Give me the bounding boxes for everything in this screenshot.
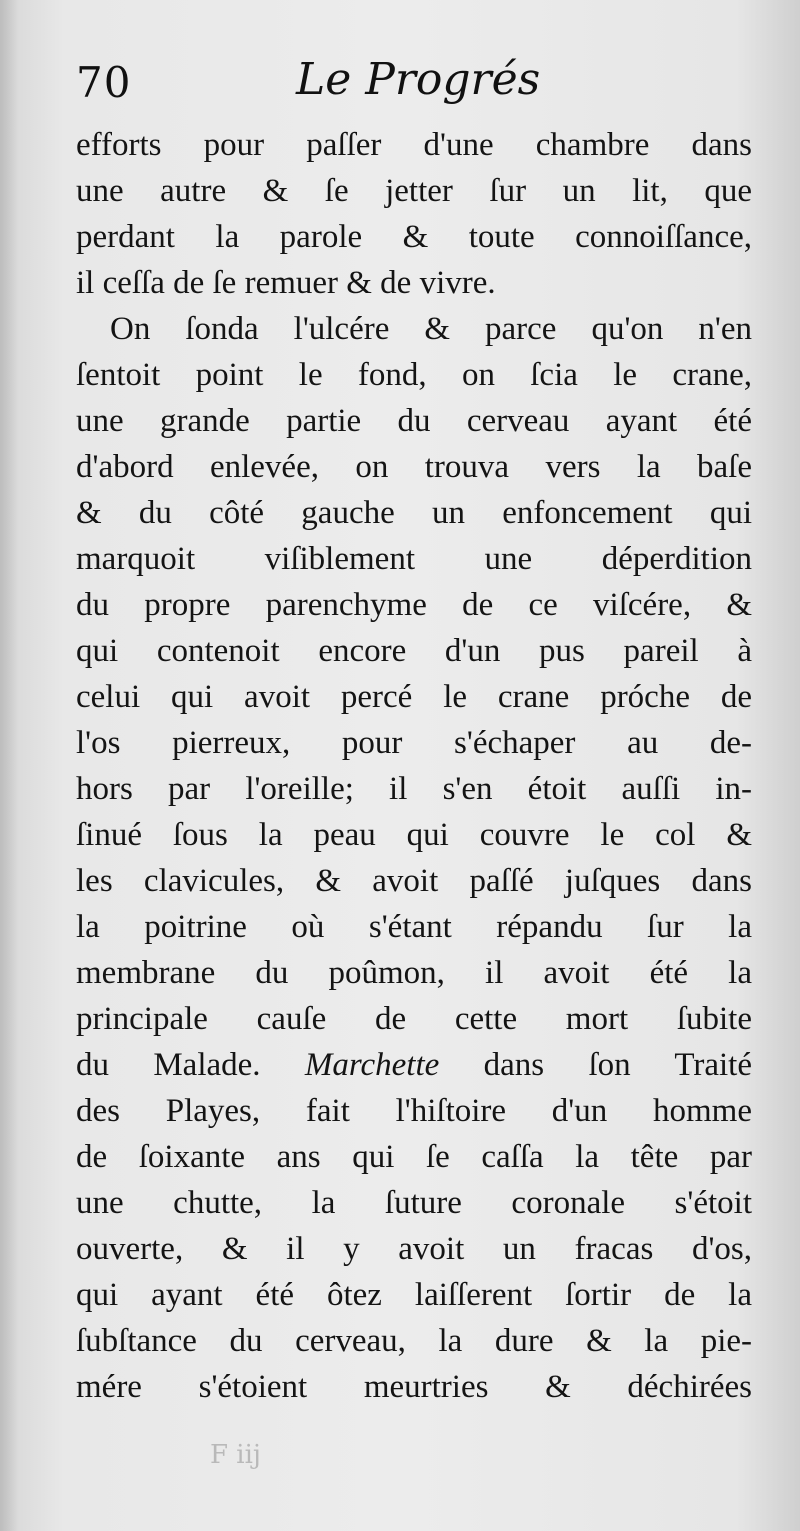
text-line: une grande partie du cerveau ayant été <box>76 403 752 439</box>
text-line: hors par l'oreille; il s'en étoit auſſi in- <box>76 771 752 807</box>
text-line: perdant la parole & toute connoiſſance, <box>76 219 752 255</box>
text-line: celui qui avoit percé le crane próche de <box>76 679 752 715</box>
signature-mark: F iij <box>210 1440 261 1470</box>
text-line: des Playes, fait l'hiſtoire d'un homme <box>76 1093 752 1129</box>
running-head: Le Progrés <box>296 54 541 105</box>
text-line: une chutte, la ſuture coronale s'étoit <box>76 1185 752 1221</box>
italic-author-name: Marchette <box>304 1047 440 1083</box>
text-line-with-name <box>76 1042 752 1088</box>
text-line: de ſoixante ans qui ſe caſſa la tête par <box>76 1139 752 1175</box>
text-line: qui contenoit encore d'un pus pareil à <box>76 633 752 669</box>
text-line: les clavicules, & avoit paſſé juſques dans <box>76 863 752 899</box>
text-segment: du Malade. <box>76 1047 261 1083</box>
text-line: il ceſſa de ſe remuer & de vivre. <box>76 265 496 301</box>
text-line: ſubſtance du cerveau, la dure & la pie- <box>76 1323 752 1359</box>
text-line: efforts pour paſſer d'une chambre dans <box>76 127 752 163</box>
text-line: ſinué ſous la peau qui couvre le col & <box>76 817 752 853</box>
text-line: une autre & ſe jetter ſur un lit, que <box>76 173 752 209</box>
page-header <box>76 48 756 118</box>
page-number: 70 <box>76 58 132 107</box>
text-line: la poitrine où s'étant répandu ſur la <box>76 909 752 945</box>
text-line: principale cauſe de cette mort ſubite <box>76 1001 752 1037</box>
gutter-shadow <box>0 0 18 1531</box>
text-line: & du côté gauche un enfoncement qui <box>76 495 752 531</box>
text-line: du propre parenchyme de ce viſcére, & <box>76 587 752 623</box>
body-text <box>76 122 752 1410</box>
text-line: d'abord enlevée, on trouva vers la baſe <box>76 449 752 485</box>
text-line: l'os pierreux, pour s'échaper au de- <box>76 725 752 761</box>
text-line: marquoit viſiblement une déperdition <box>76 541 752 577</box>
text-line: ouverte, & il y avoit un fracas d'os, <box>76 1231 752 1267</box>
text-line: ſentoit point le fond, on ſcia le crane, <box>76 357 752 393</box>
text-segment: dans ſon Traité <box>483 1047 752 1083</box>
text-line: membrane du poûmon, il avoit été la <box>76 955 752 991</box>
text-line: mére s'étoient meurtries & déchirées <box>76 1369 752 1405</box>
text-line: qui ayant été ôtez laiſſerent ſortir de la <box>76 1277 752 1313</box>
text-line: On ſonda l'ulcére & parce qu'on n'en <box>110 311 752 347</box>
